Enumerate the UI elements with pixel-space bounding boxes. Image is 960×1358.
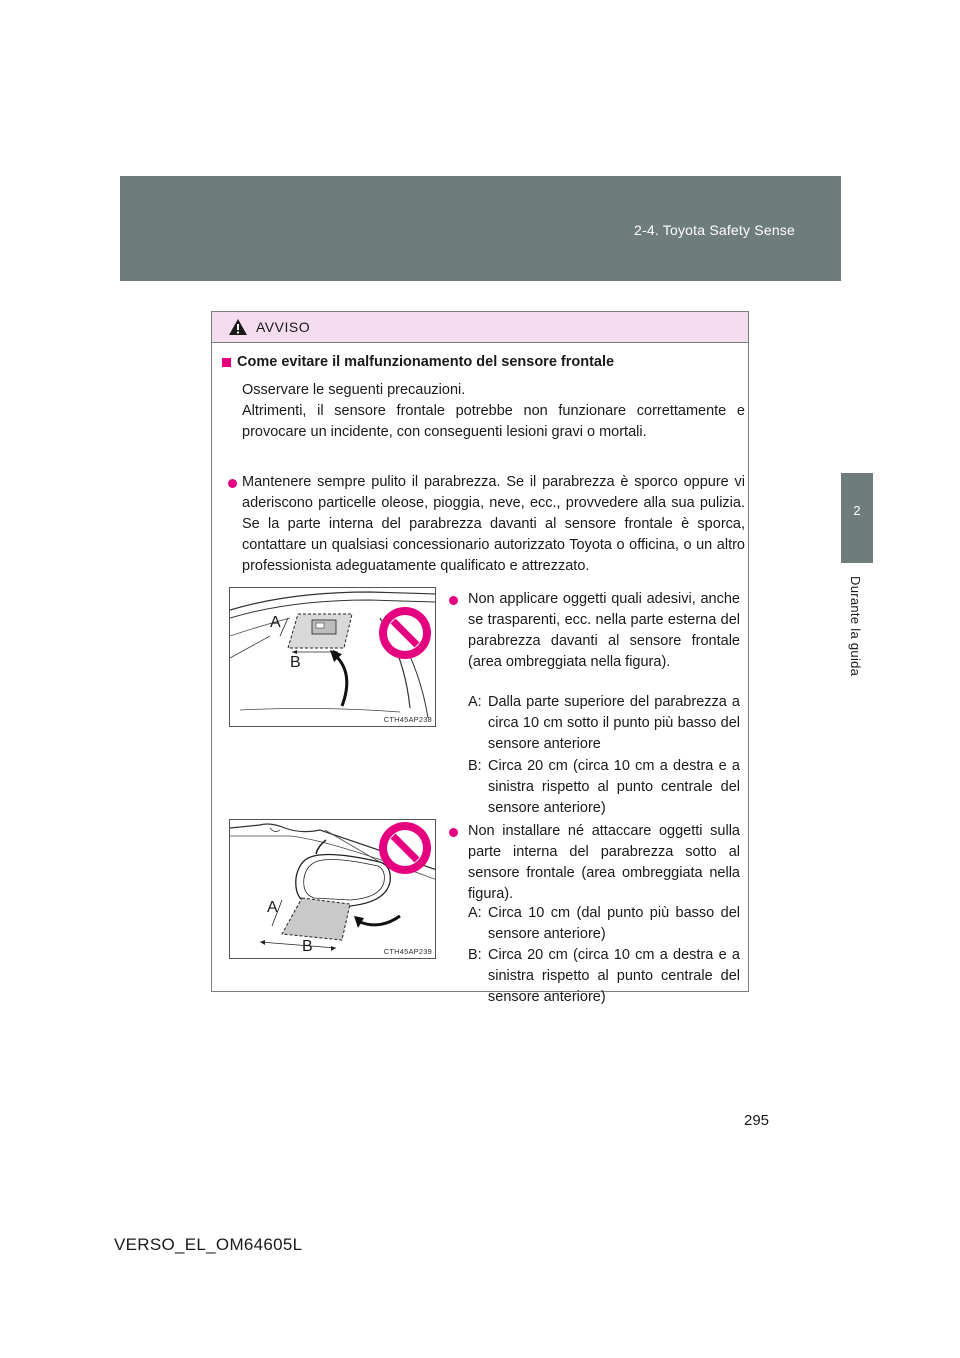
warning-title: AVVISO [256,319,311,335]
windshield-interior-illustration [230,820,436,959]
warning-triangle-icon [228,318,248,336]
warning-intro: Osservare le seguenti precauzioni. Altrimenti, il sensore frontale potrebbe non funzionare correttamente e provocare un incidente, con conseguenti lesioni gravi o mortali. [242,382,745,440]
figure2-label-a: A [267,899,278,916]
section-title: 2-4. Toyota Safety Sense [634,222,795,238]
bullet2-detail-b [468,756,740,819]
bullet-dot-icon [449,596,458,605]
header-band [120,176,841,281]
detail-letter: A: [468,905,482,921]
page-number: 295 [744,1112,770,1129]
detail-letter: A: [468,694,482,710]
detail-text: Circa 20 cm (circa 10 cm a destra e a sinistra rispetto al punto centrale del sensore anteriore) [488,758,740,816]
windshield-exterior-illustration [230,588,436,727]
warning-heading-text: Come evitare il malfunzionamento del sensore frontale [237,354,615,370]
detail-text: Dalla parte superiore del parabrezza a circa 10 cm sotto il punto più basso del sensore anteriore [488,694,740,752]
bullet-dot-icon [228,479,237,488]
detail-letter: B: [468,758,482,774]
document-code: VERSO_EL_OM64605L [114,1235,303,1254]
figure1-label-b: B [290,654,301,671]
figure1-code: CTH45AP238 [383,715,432,724]
chapter-tab [841,473,873,563]
bullet3-detail-a [468,903,740,945]
detail-text: Circa 10 cm (dal punto più basso del sensore anteriore) [488,905,740,942]
figure2-label-b: B [302,938,313,955]
figure2-code: CTH45AP239 [383,947,432,956]
warning-heading [222,354,614,370]
chapter-label: Durante la guida [848,576,863,677]
bullet3-detail-b [468,945,740,1008]
detail-text: Circa 20 cm (circa 10 cm a destra e a sinistra rispetto al punto centrale del sensore anteriore) [488,947,740,1005]
bullet-dot-icon [449,828,458,837]
figure1-label-a: A [270,614,281,631]
bullet-clean-windshield: Mantenere sempre pulito il parabrezza. Se il parabrezza è sporco oppure vi aderiscono particelle oleose, pioggia, neve, ecc., provvedere alla sua pulizia. Se la parte interna del parabrezza davanti al sensore frontale è sporca, contattare un qualsiasi concessionario autorizzato Toyota o officina, o un altro professionista adeguatamente qualificato e attrezzato. [242,474,745,574]
figure-windshield-exterior [229,587,436,727]
detail-letter: B: [468,947,482,963]
warning-box [211,311,749,1005]
bullet2-detail-a [468,692,740,755]
square-bullet-icon [222,358,231,367]
bullet-no-exterior-stickers: Non applicare oggetti quali adesivi, anche se trasparenti, ecc. nella parte esterna del parabrezza davanti al sensore frontale (area ombreggiata nella figura). [468,591,740,670]
figure-windshield-interior [229,819,436,959]
chapter-number: 2 [853,503,861,518]
bullet-no-interior-objects: Non installare né attaccare oggetti sulla parte interna del parabrezza sotto al sensore frontale (area ombreggiata nella figura). [468,823,740,902]
warning-header [212,312,748,343]
